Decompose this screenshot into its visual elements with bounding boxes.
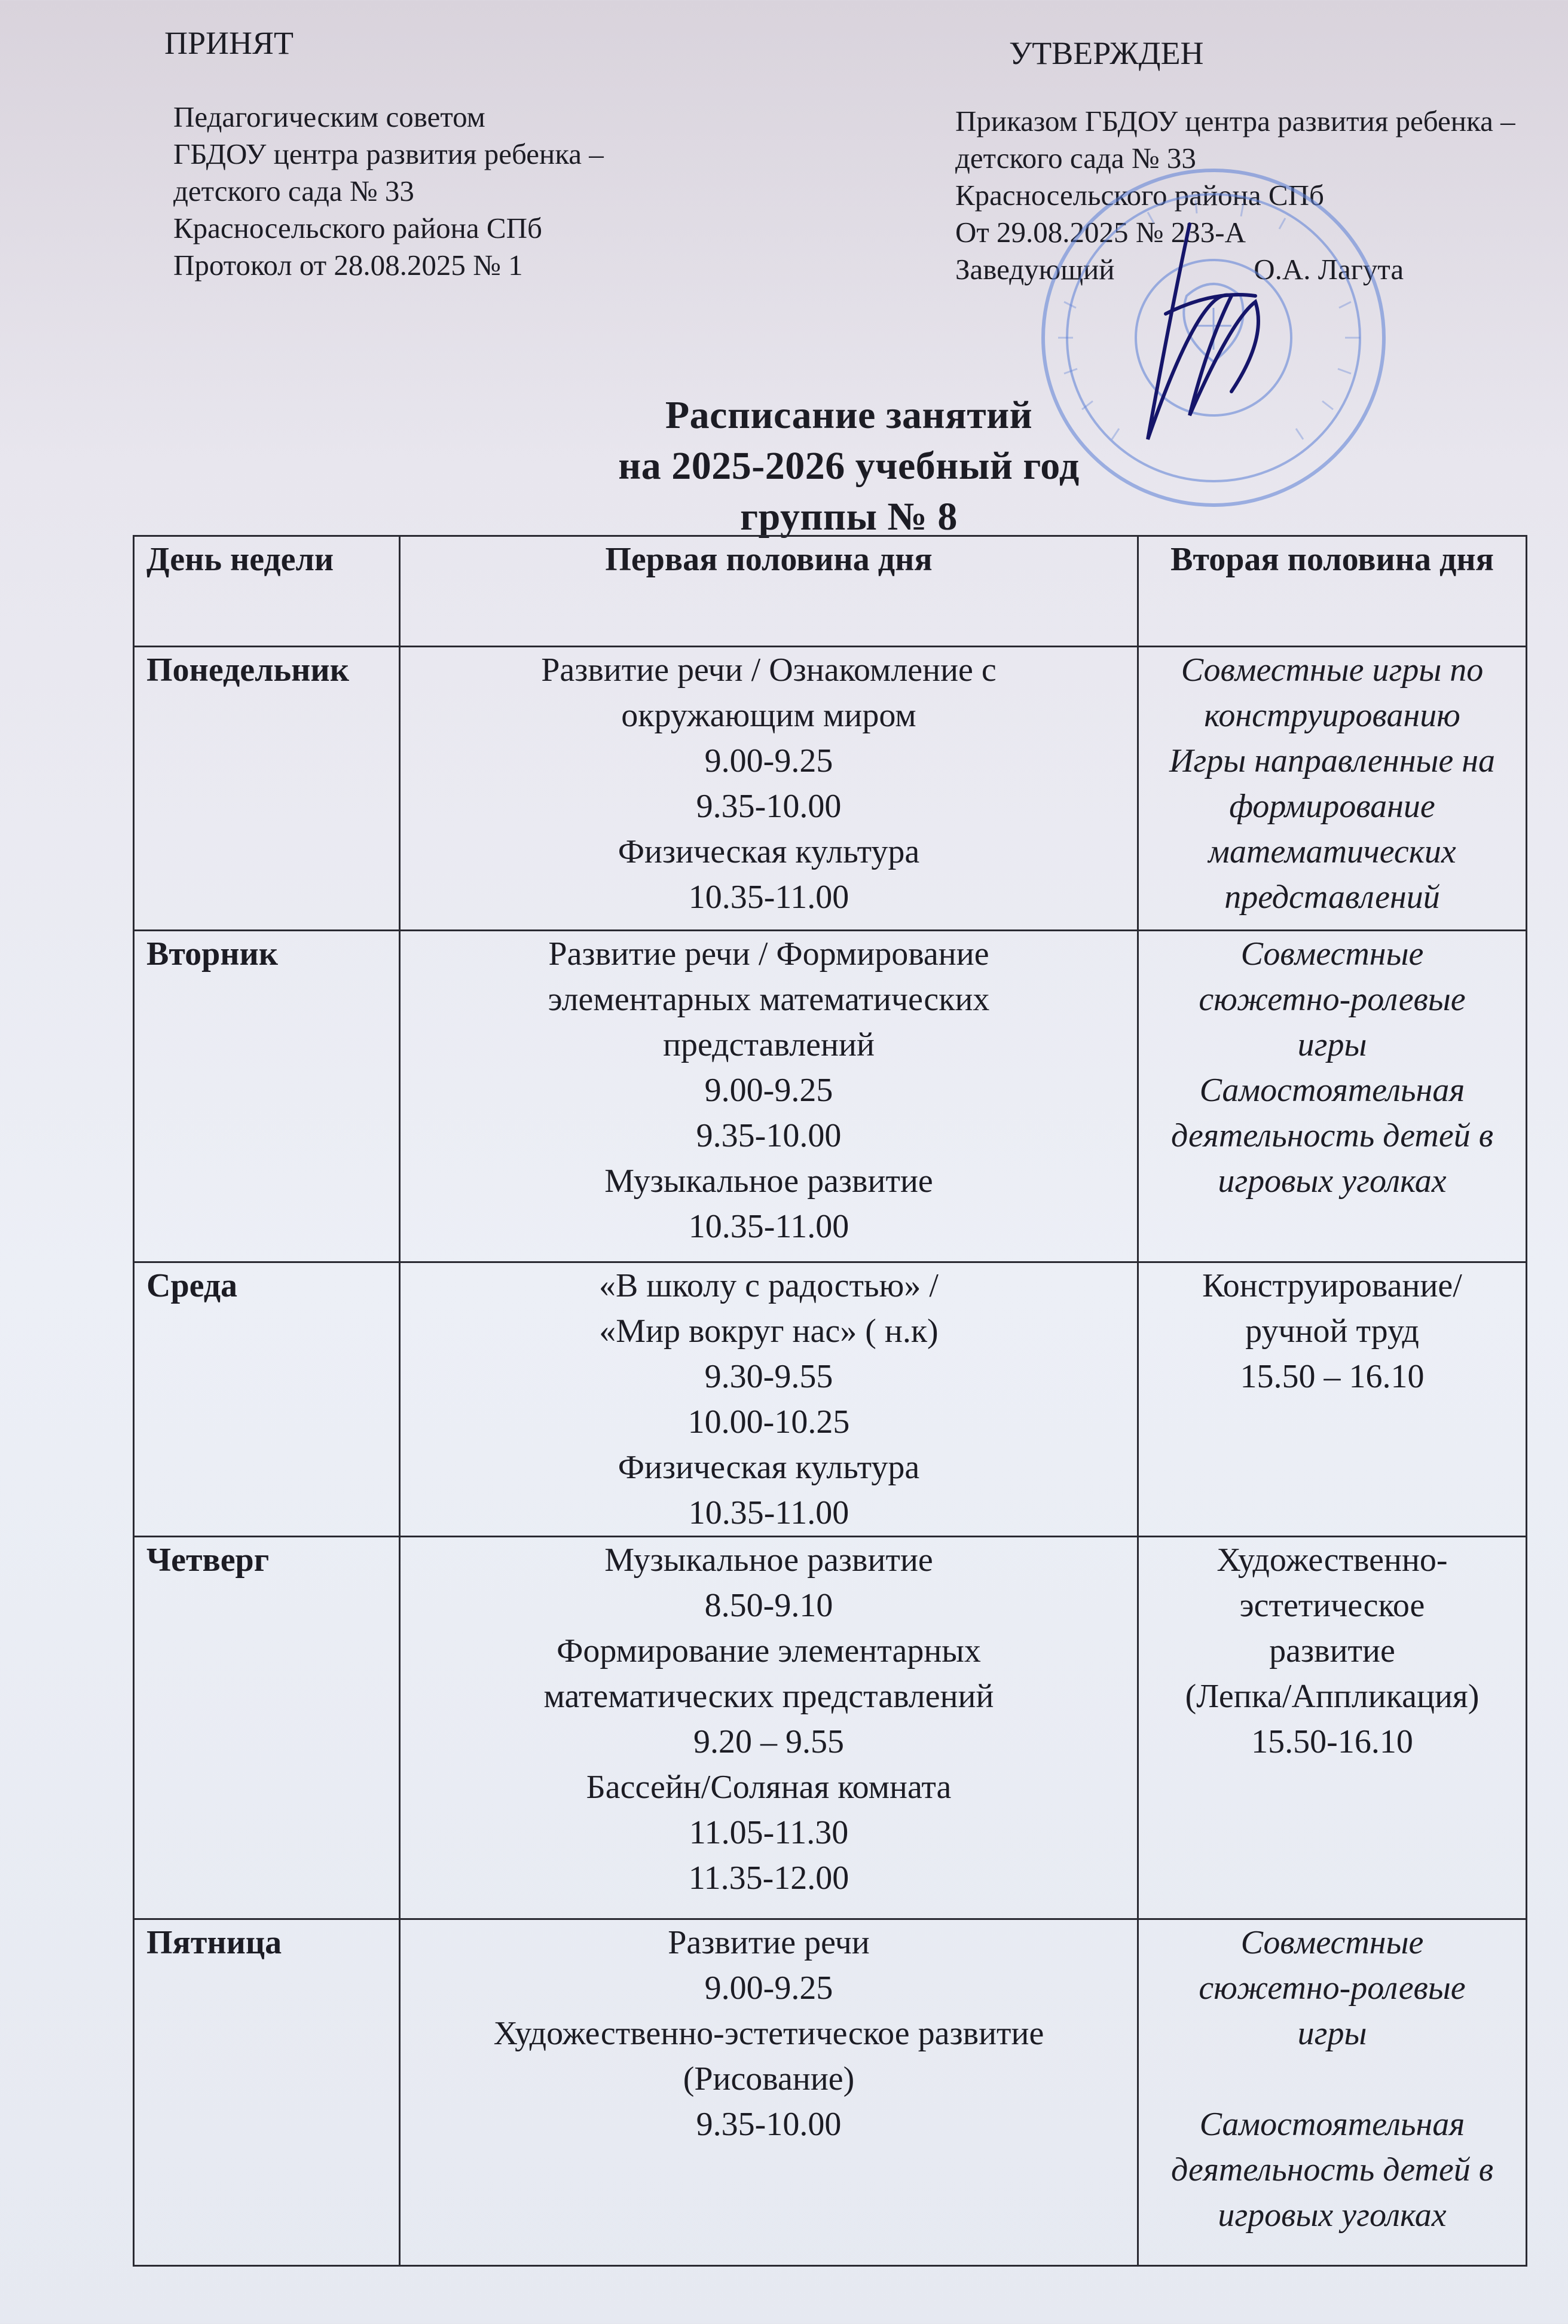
title-line-2: на 2025-2026 учебный год: [618, 444, 1080, 488]
day-cell: Среда: [134, 1262, 400, 1537]
second-half-cell: [1138, 1262, 1527, 1537]
second-half-line: игры: [1297, 1026, 1367, 1063]
second-half-line: игровых уголках: [1218, 2197, 1447, 2234]
first-half-line: Музыкальное развитие: [604, 1163, 933, 1200]
second-half-line: игры: [1297, 2015, 1367, 2052]
table-row: [134, 1262, 1527, 1537]
first-half-line: Физическая культура: [618, 833, 920, 870]
second-half-cell: [1138, 647, 1527, 931]
second-half-line: математических: [1208, 833, 1456, 870]
second-half-line: 15.50 – 16.10: [1240, 1358, 1425, 1395]
accepted-line: Протокол от 28.08.2025 № 1: [173, 249, 523, 282]
second-half-line: Совместные игры по: [1181, 652, 1484, 689]
first-half-cell: [400, 1919, 1138, 2266]
header-day: День недели: [134, 536, 400, 647]
schedule-table: [133, 535, 1527, 2267]
first-half-line: Развитие речи / Ознакомление с: [541, 652, 997, 689]
approved-line: Заведующий О.А. Лагута: [955, 253, 1404, 286]
table-header-row: [134, 536, 1527, 647]
second-half-line: эстетическое: [1239, 1587, 1425, 1624]
header-first-half: Первая половина дня: [400, 536, 1138, 647]
second-half-line: ручной труд: [1245, 1313, 1419, 1350]
table-row: [134, 1537, 1527, 1919]
second-half-line: сюжетно-ролевые: [1199, 981, 1466, 1018]
second-half-line: Самостоятельная: [1199, 2106, 1465, 2143]
first-half-line: окружающим миром: [621, 697, 916, 734]
second-half-line: Художественно-: [1217, 1542, 1448, 1579]
second-half-line: Игры направленные на: [1169, 742, 1496, 779]
second-half-cell: [1138, 931, 1527, 1262]
first-half-line: 8.50-9.10: [704, 1587, 833, 1624]
second-half-line: Конструирование/: [1202, 1267, 1462, 1304]
first-half-line: 9.00-9.25: [704, 742, 833, 779]
second-half-line: формирование: [1229, 788, 1435, 825]
first-half-line: 9.00-9.25: [704, 1072, 833, 1109]
first-half-line: 9.35-10.00: [696, 1117, 842, 1154]
first-half-line: Музыкальное развитие: [604, 1542, 933, 1579]
first-half-cell: [400, 931, 1138, 1262]
title-line-3: группы № 8: [740, 495, 958, 539]
first-half-line: (Рисование): [683, 2060, 855, 2097]
approved-line: Красносельского района СПб: [955, 179, 1324, 212]
accepted-line: Педагогическим советом: [173, 100, 485, 133]
day-cell: Вторник: [134, 931, 400, 1262]
day-cell: Пятница: [134, 1919, 400, 2266]
first-half-line: 10.35-11.00: [688, 1208, 849, 1245]
first-half-line: математических представлений: [543, 1678, 994, 1715]
accepted-heading: ПРИНЯТ: [164, 25, 294, 61]
second-half-line: развитие: [1269, 1632, 1395, 1669]
first-half-line: Физическая культура: [618, 1449, 920, 1486]
second-half-line: конструированию: [1204, 697, 1460, 734]
first-half-line: 9.35-10.00: [696, 788, 842, 825]
first-half-line: Бассейн/Соляная комната: [586, 1769, 952, 1806]
first-half-line: 10.00-10.25: [687, 1403, 850, 1441]
table-row: [134, 647, 1527, 931]
accepted-line: детского сада № 33: [173, 175, 414, 207]
first-half-line: 9.30-9.55: [704, 1358, 833, 1395]
second-half-cell: [1138, 1537, 1527, 1919]
first-half-line: 9.20 – 9.55: [693, 1723, 844, 1760]
first-half-line: 9.35-10.00: [696, 2106, 842, 2143]
table-row: [134, 931, 1527, 1262]
accepted-line: Красносельского района СПб: [173, 212, 542, 244]
first-half-cell: [400, 647, 1138, 931]
second-half-line: (Лепка/Аппликация): [1185, 1678, 1480, 1715]
first-half-line: элементарных математических: [548, 981, 990, 1018]
first-half-line: 10.35-11.00: [688, 879, 849, 916]
second-half-line: Самостоятельная: [1199, 1072, 1465, 1109]
second-half-line: Совместные: [1240, 935, 1424, 973]
first-half-cell: [400, 1262, 1138, 1537]
second-half-line: [1144, 2056, 1521, 2102]
first-half-line: «В школу с радостью» /: [599, 1267, 939, 1304]
second-half-line: деятельность детей в: [1171, 2151, 1493, 2188]
first-half-line: Развитие речи: [668, 1924, 870, 1961]
first-half-line: 11.35-12.00: [688, 1860, 849, 1897]
approved-line: детского сада № 33: [955, 142, 1196, 175]
first-half-line: Художественно-эстетическое развитие: [493, 2015, 1044, 2052]
second-half-cell: [1138, 1919, 1527, 2266]
first-half-line: Развитие речи / Формирование: [548, 935, 989, 973]
second-half-line: Совместные: [1240, 1924, 1424, 1961]
accepted-block: [173, 99, 604, 284]
second-half-line: деятельность детей в: [1171, 1117, 1493, 1154]
title-line-1: Расписание занятий: [665, 393, 1033, 437]
header-second-half: Вторая половина дня: [1138, 536, 1527, 647]
first-half-line: 11.05-11.30: [689, 1814, 849, 1851]
approved-line: Приказом ГБДОУ центра развития ребенка –: [955, 105, 1515, 137]
second-half-line: 15.50-16.10: [1251, 1723, 1413, 1760]
first-half-line: 10.35-11.00: [688, 1494, 849, 1531]
first-half-line: «Мир вокруг нас» ( н.к): [599, 1313, 939, 1350]
second-half-line: представлений: [1224, 879, 1440, 916]
accepted-line: ГБДОУ центра развития ребенка –: [173, 137, 604, 170]
first-half-cell: [400, 1537, 1138, 1919]
second-half-line: сюжетно-ролевые: [1199, 1970, 1466, 2007]
approved-heading: УТВЕРЖДЕН: [1009, 35, 1204, 71]
second-half-line: игровых уголках: [1218, 1163, 1447, 1200]
approved-line: От 29.08.2025 № 233-А: [955, 216, 1246, 249]
first-half-line: Формирование элементарных: [557, 1632, 981, 1669]
table-row: [134, 1919, 1527, 2266]
day-cell: Понедельник: [134, 647, 400, 931]
schedule-table-wrapper: [133, 535, 1526, 2267]
first-half-line: представлений: [663, 1026, 875, 1063]
first-half-line: 9.00-9.25: [704, 1970, 833, 2007]
day-cell: Четверг: [134, 1537, 400, 1919]
